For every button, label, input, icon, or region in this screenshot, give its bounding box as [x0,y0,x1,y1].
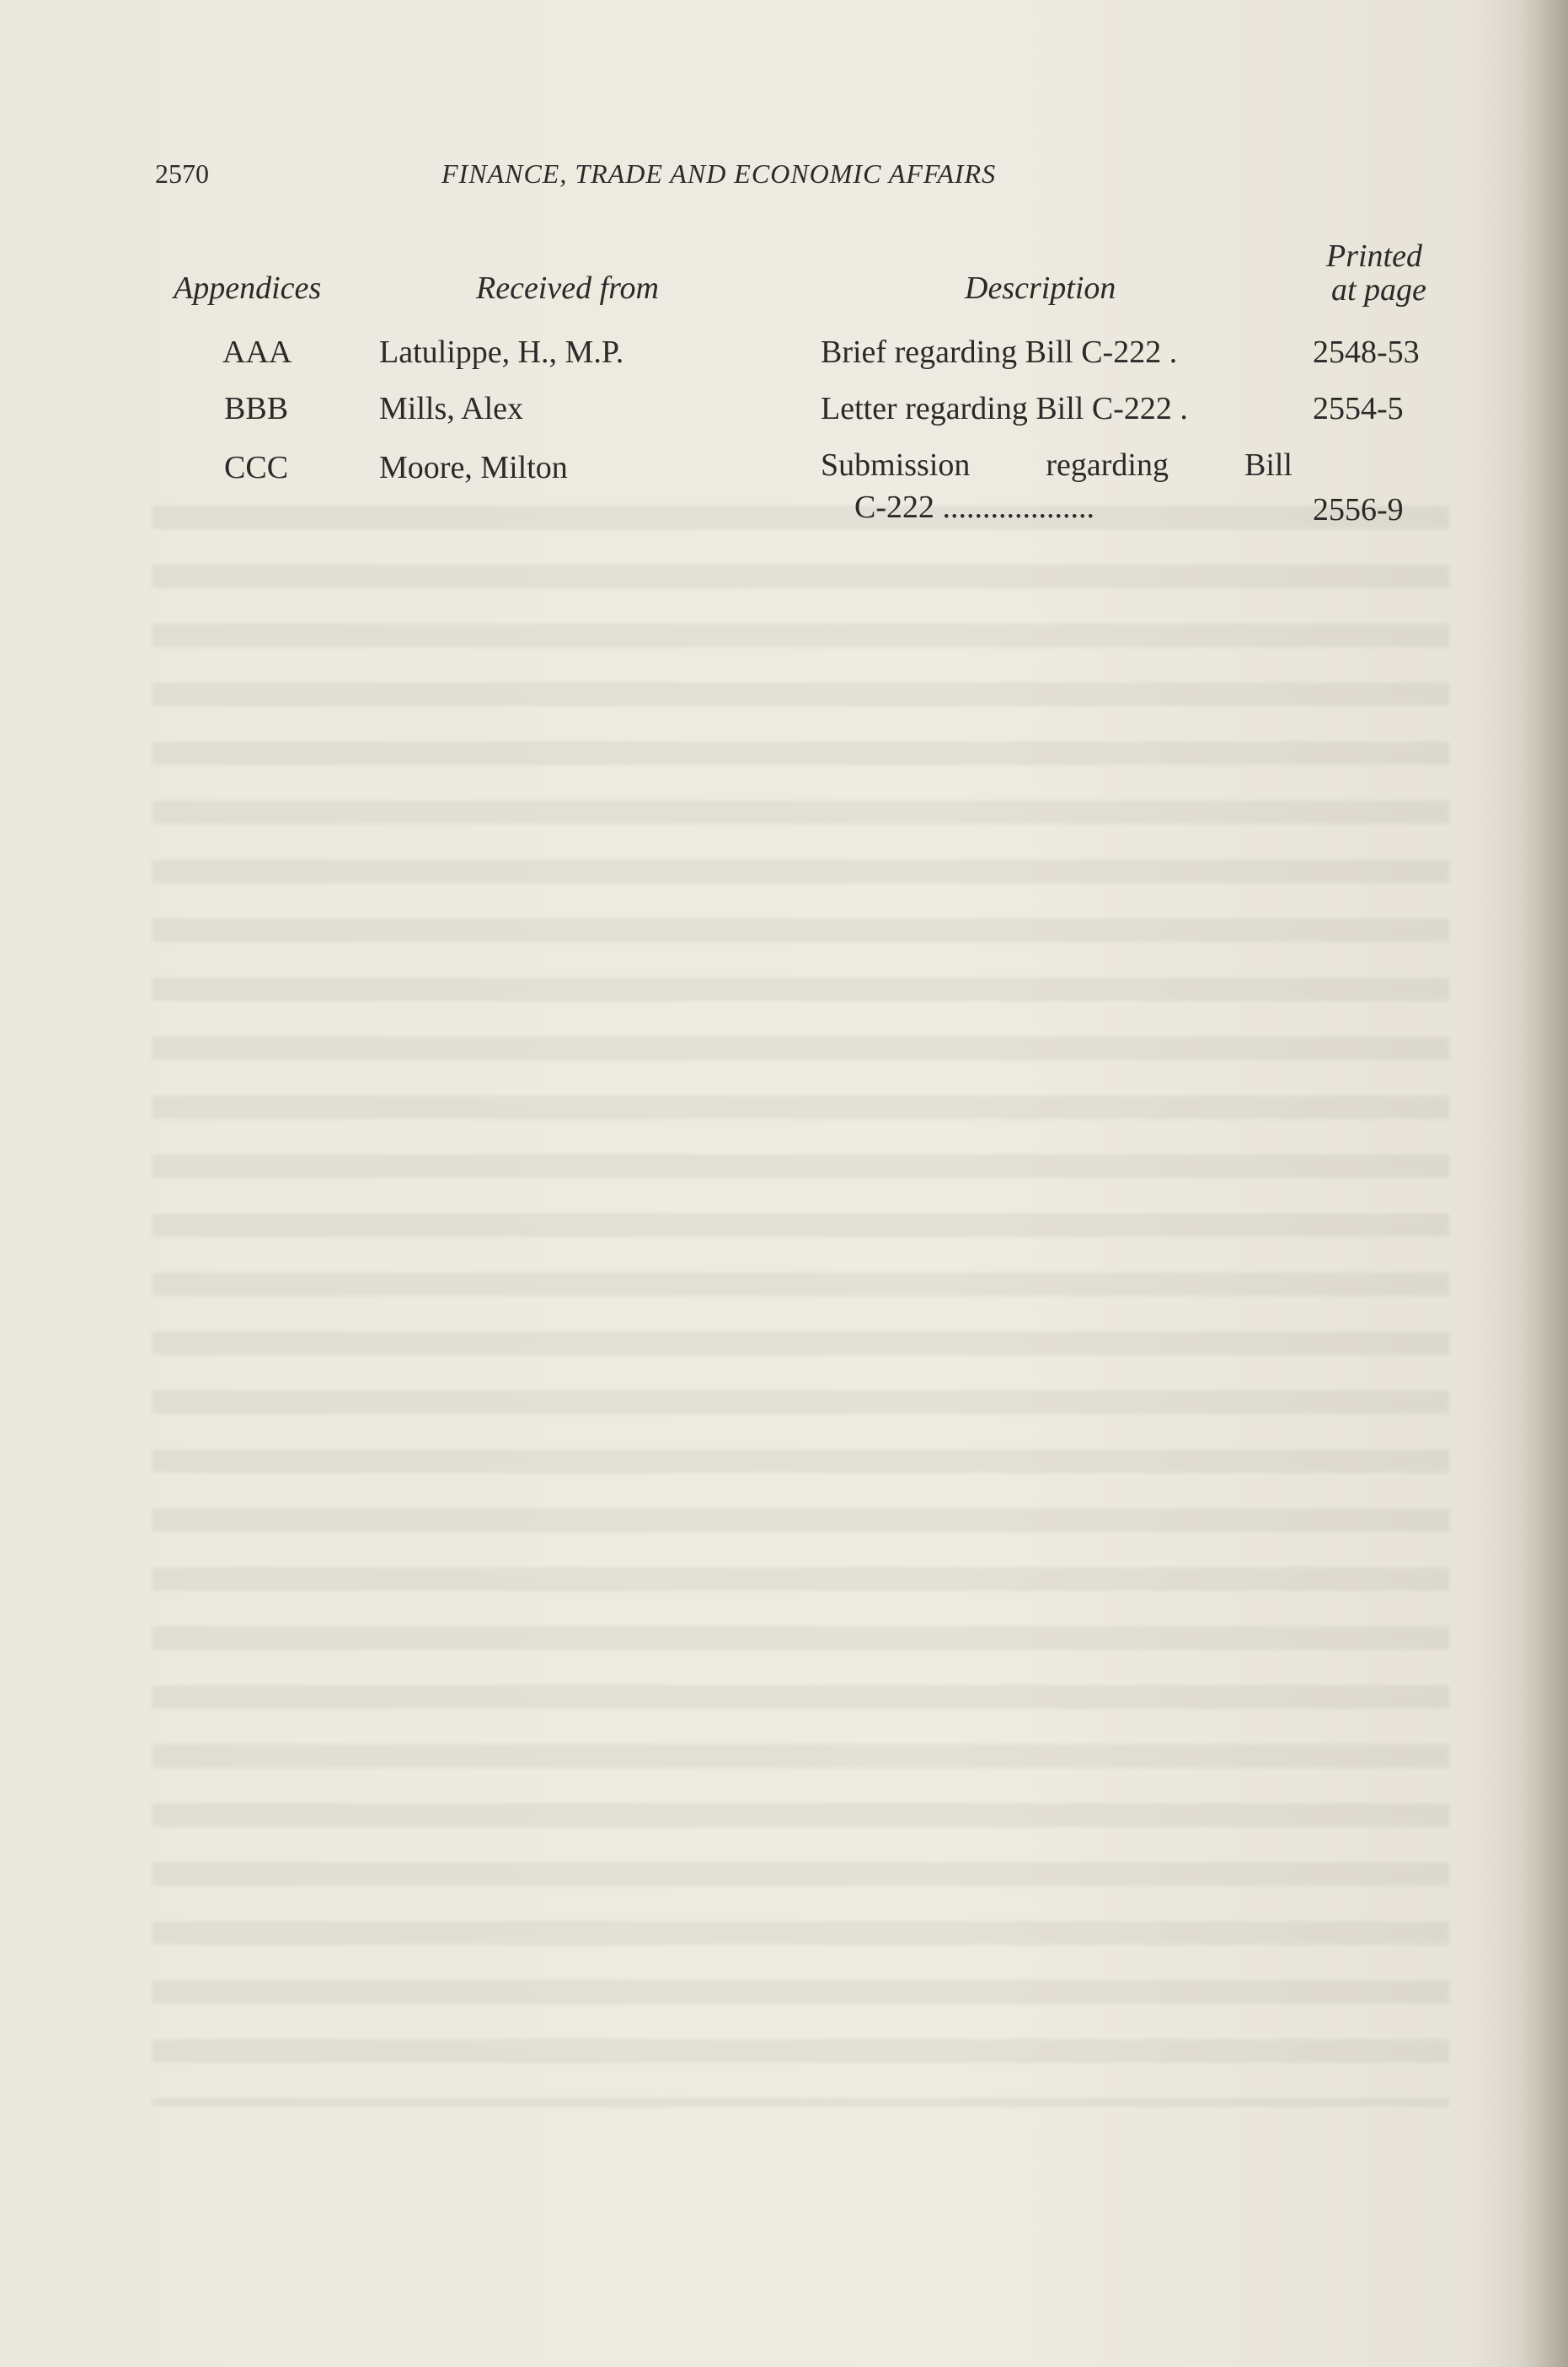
printed-page: 2548-53 [1313,335,1420,370]
description-line [821,444,1292,486]
column-header-appendices: Appendices [174,270,322,306]
page-number: 2570 [155,158,209,189]
description-word: Bill [1244,447,1292,483]
appendix-code: CCC [224,450,289,485]
appendix-code: AAA [222,335,292,370]
printed-page: 2554-5 [1313,391,1404,426]
show-through-text [152,506,1449,2107]
description-line-2: C-222 ................... [854,490,1094,525]
page-edge-shadow [1517,0,1568,2367]
column-header-received-from: Received from [476,270,659,306]
running-title: FINANCE, TRADE AND ECONOMIC AFFAIRS [442,158,997,189]
description [821,444,1292,528]
column-header-at-page: at page [1331,272,1426,308]
description: Brief regarding Bill C-222 . [821,335,1178,370]
description: Letter regarding Bill C-222 . [821,391,1188,426]
column-header-printed: Printed [1326,238,1422,274]
printed-page: 2556-9 [1313,492,1404,527]
page-header [155,158,1453,195]
received-from: Moore, Milton [379,450,568,485]
column-header-description: Description [965,270,1116,306]
description-word: Submission [821,447,971,483]
description-word: regarding [1046,447,1169,483]
received-from: Latulippe, H., M.P. [379,335,624,370]
appendix-code: BBB [224,391,289,426]
received-from: Mills, Alex [379,391,524,426]
